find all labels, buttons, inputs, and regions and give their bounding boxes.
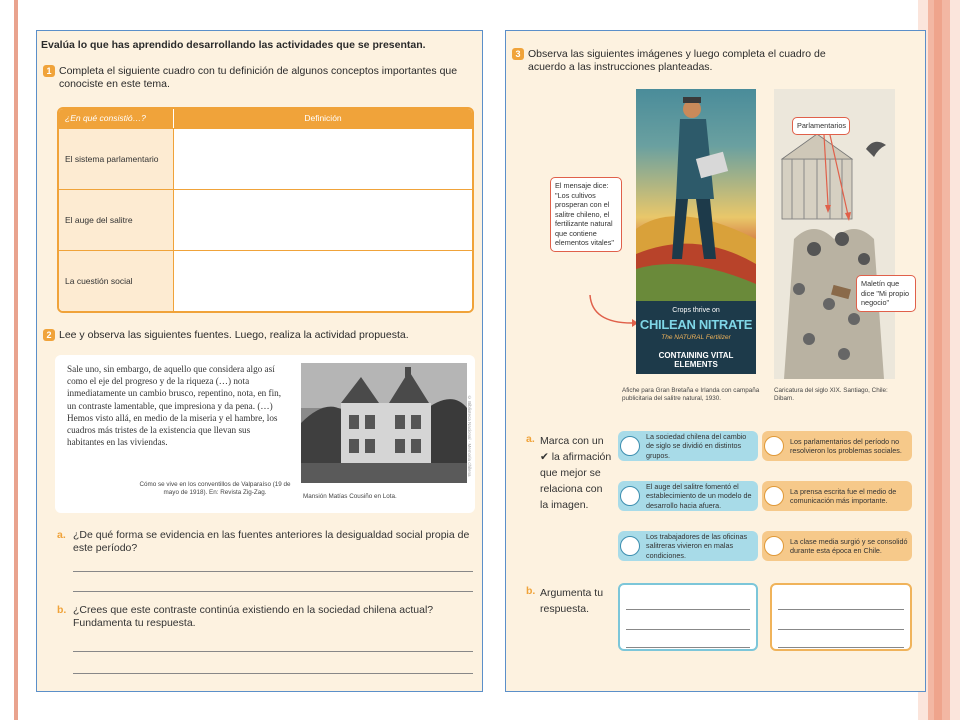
option-checkbox[interactable] bbox=[620, 536, 640, 556]
briefcase-callout: Maletín que dice "Mi propio negocio" bbox=[856, 275, 916, 312]
activity-3-instruction: Observa las siguientes imágenes y luego completa el cuadro de acuerdo a las instrucciones planteadas. bbox=[528, 48, 826, 73]
question-b-letter: b. bbox=[57, 604, 67, 616]
chilean-nitrate-poster bbox=[636, 89, 756, 374]
option-blue-1[interactable] bbox=[618, 431, 758, 461]
poster-line-3: The NATURAL Fertilizer bbox=[661, 334, 731, 341]
poster-line-2: CHILEAN NITRATE bbox=[639, 317, 753, 332]
poster-message-callout: El mensaje dice: "Los cultivos prosperan con el salitre chileno, el fertilizante natural que contiene elementos vitales" bbox=[550, 177, 622, 252]
option-text: La sociedad chilena del cambio de siglo se dividió en distintos grupos. bbox=[646, 431, 747, 460]
option-checkbox[interactable] bbox=[620, 436, 640, 456]
option-text: El auge del salitre fomentó el establecimiento de un modelo de desarrollo hacia afuera. bbox=[646, 481, 752, 510]
concept-cell: La cuestión social bbox=[59, 251, 174, 311]
option-orange-1[interactable] bbox=[762, 431, 912, 461]
table-row bbox=[59, 189, 472, 250]
answer-box-blue[interactable] bbox=[618, 583, 758, 651]
option-checkbox[interactable] bbox=[764, 536, 784, 556]
definition-input-cell[interactable] bbox=[174, 251, 472, 311]
parliamentarians-callout: Parlamentarios bbox=[792, 117, 850, 135]
right-page bbox=[505, 30, 926, 692]
poster-line-1: Crops thrive on bbox=[672, 307, 720, 314]
answer-line[interactable] bbox=[73, 591, 473, 592]
option-text: Los trabajadores de las oficinas salitreras vivieron en malas condiciones. bbox=[646, 531, 748, 560]
concept-cell: El auge del salitre bbox=[59, 190, 174, 250]
answer-line[interactable] bbox=[73, 651, 473, 652]
sources-box bbox=[55, 355, 475, 513]
column-header-definition: Definición bbox=[304, 113, 342, 123]
option-text: La prensa escrita fue el medio de comunicación más importante. bbox=[790, 486, 897, 505]
activity-3-badge: 3 bbox=[512, 48, 524, 60]
answer-line[interactable] bbox=[73, 571, 473, 572]
option-checkbox[interactable] bbox=[620, 486, 640, 506]
option-checkbox[interactable] bbox=[764, 486, 784, 506]
option-blue-3[interactable] bbox=[618, 531, 758, 561]
definition-input-cell[interactable] bbox=[174, 190, 472, 250]
question-a-letter: a. bbox=[57, 529, 66, 541]
question-b-text: ¿Crees que este contraste continúa existiendo en la sociedad chilena actual? Fundamenta tu respuesta. bbox=[73, 604, 434, 629]
cartoon-caption: Caricatura del siglo XIX. Santiago, Chile: Dibam. bbox=[774, 387, 888, 402]
poster-line-4: CONTAINING VITAL ELEMENTS bbox=[658, 351, 734, 369]
option-orange-2[interactable] bbox=[762, 481, 912, 511]
left-page bbox=[36, 30, 483, 692]
option-text: Los parlamentarios del período no resolvieron los problemas sociales. bbox=[790, 436, 902, 455]
poster-caption: Afiche para Gran Bretaña e Irlanda con campaña publicitaria del salitre natural, 1930. bbox=[622, 387, 760, 402]
option-orange-3[interactable] bbox=[762, 531, 912, 561]
activity-1-instruction: Completa el siguiente cuadro con tu definición de algunos conceptos importantes que conociste en este tema. bbox=[59, 65, 458, 90]
column-header-concept: ¿En qué consistió…? bbox=[59, 109, 174, 128]
option-blue-2[interactable] bbox=[618, 481, 758, 511]
question-b-letter: b. bbox=[526, 585, 536, 597]
answer-box-orange[interactable] bbox=[770, 583, 912, 651]
left-decor-stripe bbox=[14, 0, 18, 720]
callout-arrow-icon bbox=[586, 293, 638, 329]
definition-input-cell[interactable] bbox=[174, 129, 472, 189]
mansion-photo bbox=[301, 363, 467, 483]
activity-2-instruction: Lee y observa las siguientes fuentes. Luego, realiza la actividad propuesta. bbox=[59, 329, 409, 341]
table-row bbox=[59, 250, 472, 311]
option-checkbox[interactable] bbox=[764, 436, 784, 456]
activity-2-badge: 2 bbox=[43, 329, 55, 341]
parliament-arrows-icon bbox=[818, 135, 858, 221]
question-b-text: Argumenta tu respuesta. bbox=[540, 587, 604, 615]
photo-caption: Mansión Matías Cousiño en Lota. bbox=[303, 493, 397, 500]
question-a-letter: a. bbox=[526, 433, 535, 445]
answer-line[interactable] bbox=[73, 673, 473, 674]
quote-citation: Cómo se vive en los conventillos de Valparaíso (19 de mayo de 1918). En: Revista Zig-Zag. bbox=[139, 481, 291, 496]
activity-1-badge: 1 bbox=[43, 65, 55, 77]
question-a-text: Marca con un ✔ la afirmación que mejor se relaciona con la imagen. bbox=[540, 435, 612, 511]
table-row bbox=[59, 128, 472, 189]
table-header bbox=[59, 109, 472, 128]
source-quote: Sale uno, sin embargo, de aquello que considera algo así como el eje del progreso y de la riqueza (…) nota inmediatamente un cambio brusco, repentino, nota, en fin, un contraste lamentable, que impresiona y da pena. (…) Hemos visto allá, en medio de la miseria y el hambre, los cuadros más tristes de la existencia que llevan sus habitantes en las viviendas. bbox=[67, 364, 282, 448]
option-text: La clase media surgió y se consolidó durante esta época en Chile. bbox=[790, 536, 908, 555]
page-header: Evalúa lo que has aprendido desarrollando las actividades que se presentan. bbox=[41, 39, 426, 51]
concept-cell: El sistema parlamentario bbox=[59, 129, 174, 189]
question-a-text: ¿De qué forma se evidencia en las fuentes anteriores la desigualdad social propia de este período? bbox=[73, 529, 470, 554]
photo-credit: © Biblioteca Nacional · Memoria chilena bbox=[467, 395, 472, 477]
definitions-table bbox=[57, 107, 474, 313]
